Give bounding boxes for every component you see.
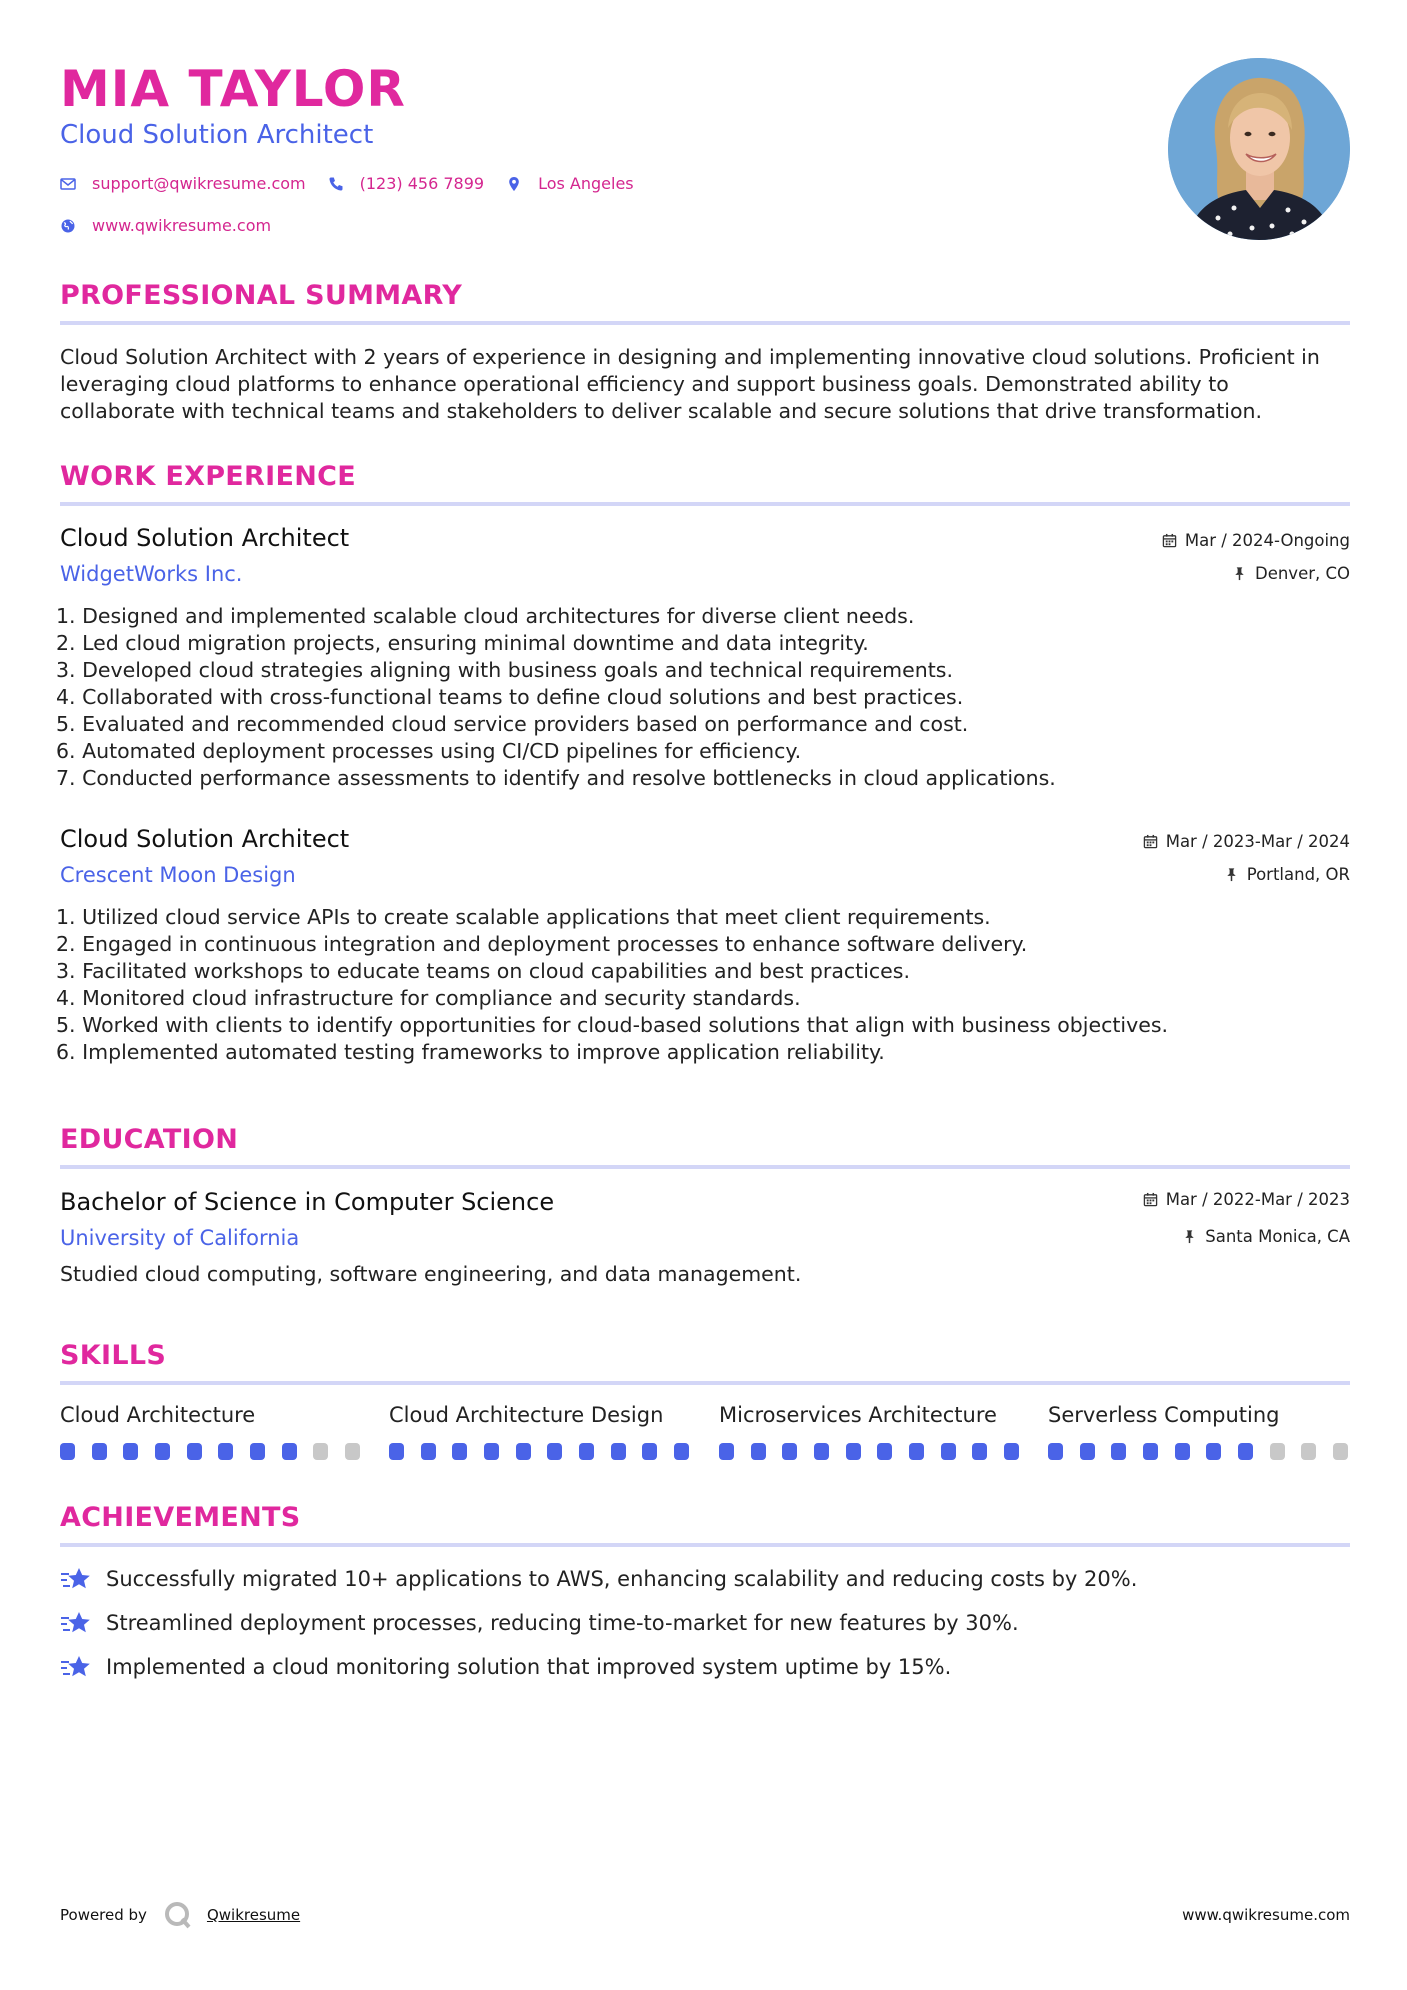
skill-level-dot	[1270, 1443, 1285, 1460]
section-title-skills: SKILLS	[60, 1340, 167, 1371]
education-location-text: Santa Monica, CA	[1205, 1227, 1350, 1246]
profile-photo	[1168, 58, 1350, 240]
section-divider	[60, 1543, 1350, 1547]
job-dates	[1162, 531, 1350, 550]
skill-level-dot	[92, 1443, 107, 1460]
skill-level-dot	[1048, 1443, 1063, 1460]
list-item: 3. Facilitated workshops to educate teams on cloud capabilities and best practices.	[56, 959, 910, 983]
star-icon	[60, 1565, 92, 1593]
candidate-role: Cloud Solution Architect	[60, 120, 374, 150]
brand-link[interactable]: Qwikresume	[206, 1906, 301, 1924]
section-divider	[60, 1381, 1350, 1385]
avatar	[1168, 58, 1350, 240]
skill-level-dot	[1004, 1443, 1019, 1460]
list-item: 2. Led cloud migration projects, ensuring minimal downtime and data integrity.	[56, 631, 869, 655]
candidate-name: MIA TAYLOR	[60, 60, 406, 118]
skill-item	[389, 1403, 689, 1460]
skill-level-dot	[782, 1443, 797, 1460]
skill-name: Microservices Architecture	[719, 1403, 997, 1427]
achievement-text: Implemented a cloud monitoring solution that improved system uptime by 15%.	[106, 1655, 952, 1679]
skill-level-meter	[60, 1443, 360, 1460]
skill-level-dot	[452, 1443, 467, 1460]
contact-row	[60, 174, 656, 193]
achievement-item	[60, 1565, 1137, 1593]
star-icon	[60, 1653, 92, 1681]
job-bullets	[56, 603, 1356, 792]
section-title-education: EDUCATION	[60, 1124, 239, 1155]
skill-level-dot	[155, 1443, 170, 1460]
skill-level-dot	[1301, 1443, 1316, 1460]
skill-level-dot	[1333, 1443, 1348, 1460]
skill-level-dot	[1175, 1443, 1190, 1460]
contact-row-website	[60, 216, 293, 235]
list-item: 3. Developed cloud strategies aligning with business goals and technical requirements.	[56, 658, 953, 682]
envelope-icon	[60, 176, 76, 192]
job-dates-text: Mar / 2024-Ongoing	[1184, 531, 1350, 550]
list-item: 7. Conducted performance assessments to identify and resolve bottlenecks in cloud applications.	[56, 766, 1056, 790]
skill-level-dot	[484, 1443, 499, 1460]
job-title: Cloud Solution Architect	[60, 524, 350, 552]
calendar-icon	[1143, 834, 1158, 849]
achievement-text: Streamlined deployment processes, reducing time-to-market for new features by 30%.	[106, 1611, 1019, 1635]
skill-level-dot	[941, 1443, 956, 1460]
skill-name: Cloud Architecture	[60, 1403, 256, 1427]
list-item: 6. Automated deployment processes using CI/CD pipelines for efficiency.	[56, 739, 802, 763]
job-location	[1224, 865, 1350, 884]
skill-level-dot	[123, 1443, 138, 1460]
skill-level-dot	[187, 1443, 202, 1460]
skill-level-meter	[389, 1443, 689, 1460]
skill-level-dot	[814, 1443, 829, 1460]
phone-text: (123) 456 7899	[359, 174, 485, 193]
phone-item[interactable]	[328, 174, 484, 193]
calendar-icon	[1162, 533, 1177, 548]
skill-level-dot	[313, 1443, 328, 1460]
skill-level-dot	[909, 1443, 924, 1460]
skill-level-dot	[972, 1443, 987, 1460]
education-dates-text: Mar / 2022-Mar / 2023	[1165, 1190, 1350, 1209]
skill-level-dot	[250, 1443, 265, 1460]
achievement-item	[60, 1609, 1019, 1637]
list-item: 2. Engaged in continuous integration and deployment processes to enhance software delivery.	[56, 932, 1028, 956]
skill-level-meter	[1048, 1443, 1348, 1460]
list-item: 4. Collaborated with cross-functional teams to define cloud solutions and best practices.	[56, 685, 964, 709]
list-item: 1. Designed and implemented scalable cloud architectures for diverse client needs.	[56, 604, 915, 628]
job-company: Crescent Moon Design	[60, 863, 296, 887]
skill-level-dot	[1080, 1443, 1095, 1460]
skill-level-meter	[719, 1443, 1019, 1460]
website-item[interactable]	[60, 216, 271, 235]
education-degree: Bachelor of Science in Computer Science	[60, 1188, 555, 1216]
skill-level-dot	[579, 1443, 594, 1460]
job-location	[1232, 564, 1350, 583]
skill-item	[1048, 1403, 1348, 1460]
footer-powered-by	[60, 1900, 300, 1930]
skill-level-dot	[674, 1443, 689, 1460]
skill-level-dot	[1143, 1443, 1158, 1460]
list-item: 1. Utilized cloud service APIs to create scalable applications that meet client requirements.	[56, 905, 991, 929]
skill-level-dot	[611, 1443, 626, 1460]
section-title-summary: PROFESSIONAL SUMMARY	[60, 280, 463, 311]
star-icon	[60, 1609, 92, 1637]
achievement-text: Successfully migrated 10+ applications to AWS, enhancing scalability and reducing costs by 20%.	[106, 1567, 1138, 1591]
skill-level-dot	[218, 1443, 233, 1460]
email-item[interactable]	[60, 174, 306, 193]
skill-name: Serverless Computing	[1048, 1403, 1280, 1427]
job-title: Cloud Solution Architect	[60, 825, 350, 853]
pushpin-icon	[1232, 566, 1247, 581]
list-item: 5. Worked with clients to identify opportunities for cloud-based solutions that align with business objectives.	[56, 1013, 1169, 1037]
location-text: Los Angeles	[538, 174, 634, 193]
location-item	[506, 174, 634, 193]
skill-level-dot	[719, 1443, 734, 1460]
section-divider	[60, 1165, 1350, 1169]
skill-item	[60, 1403, 360, 1460]
skill-level-dot	[751, 1443, 766, 1460]
skill-level-dot	[547, 1443, 562, 1460]
education-description: Studied cloud computing, software engineering, and data management.	[60, 1262, 802, 1286]
skill-level-dot	[1238, 1443, 1253, 1460]
globe-icon	[60, 218, 76, 234]
skill-name: Cloud Architecture Design	[389, 1403, 664, 1427]
section-divider	[60, 321, 1350, 325]
summary-text: Cloud Solution Architect with 2 years of experience in designing and implementing innovative cloud solutions. Proficient in leveraging cloud platforms to enhance operational efficiency and support business goals. Demonstrated ability to collaborate with technical teams and stakeholders to deliver scalable and secure solutions that drive transformation.	[60, 345, 1320, 423]
skill-level-dot	[282, 1443, 297, 1460]
skill-level-dot	[345, 1443, 360, 1460]
skill-level-dot	[60, 1443, 75, 1460]
education-dates	[1143, 1190, 1350, 1209]
pushpin-icon	[1182, 1229, 1197, 1244]
job-dates	[1143, 832, 1350, 851]
skill-level-dot	[516, 1443, 531, 1460]
skill-level-dot	[1111, 1443, 1126, 1460]
skill-item	[719, 1403, 1019, 1460]
skill-level-dot	[389, 1443, 404, 1460]
section-title-experience: WORK EXPERIENCE	[60, 461, 356, 492]
skill-level-dot	[421, 1443, 436, 1460]
qwikresume-logo-icon	[163, 1900, 193, 1930]
education-school: University of California	[60, 1226, 300, 1250]
achievement-item	[60, 1653, 951, 1681]
education-location	[1182, 1227, 1350, 1246]
section-title-achievements: ACHIEVEMENTS	[60, 1502, 301, 1533]
phone-icon	[328, 176, 344, 192]
list-item: 4. Monitored cloud infrastructure for compliance and security standards.	[56, 986, 801, 1010]
pushpin-icon	[1224, 867, 1239, 882]
powered-by-label: Powered by	[60, 1906, 147, 1924]
list-item: 5. Evaluated and recommended cloud service providers based on performance and cost.	[56, 712, 969, 736]
website-text: www.qwikresume.com	[92, 216, 272, 235]
section-divider	[60, 502, 1350, 506]
calendar-icon	[1143, 1192, 1158, 1207]
list-item: 6. Implemented automated testing frameworks to improve application reliability.	[56, 1040, 885, 1064]
job-dates-text: Mar / 2023-Mar / 2024	[1165, 832, 1350, 851]
skill-level-dot	[1206, 1443, 1221, 1460]
footer-site-link[interactable]: www.qwikresume.com	[1182, 1906, 1350, 1924]
job-location-text: Portland, OR	[1246, 865, 1350, 884]
map-pin-icon	[506, 176, 522, 192]
skill-level-dot	[642, 1443, 657, 1460]
job-bullets	[56, 904, 1356, 1066]
email-text: support@qwikresume.com	[92, 174, 306, 193]
job-location-text: Denver, CO	[1254, 564, 1350, 583]
skill-level-dot	[877, 1443, 892, 1460]
skill-level-dot	[846, 1443, 861, 1460]
job-company: WidgetWorks Inc.	[60, 562, 243, 586]
